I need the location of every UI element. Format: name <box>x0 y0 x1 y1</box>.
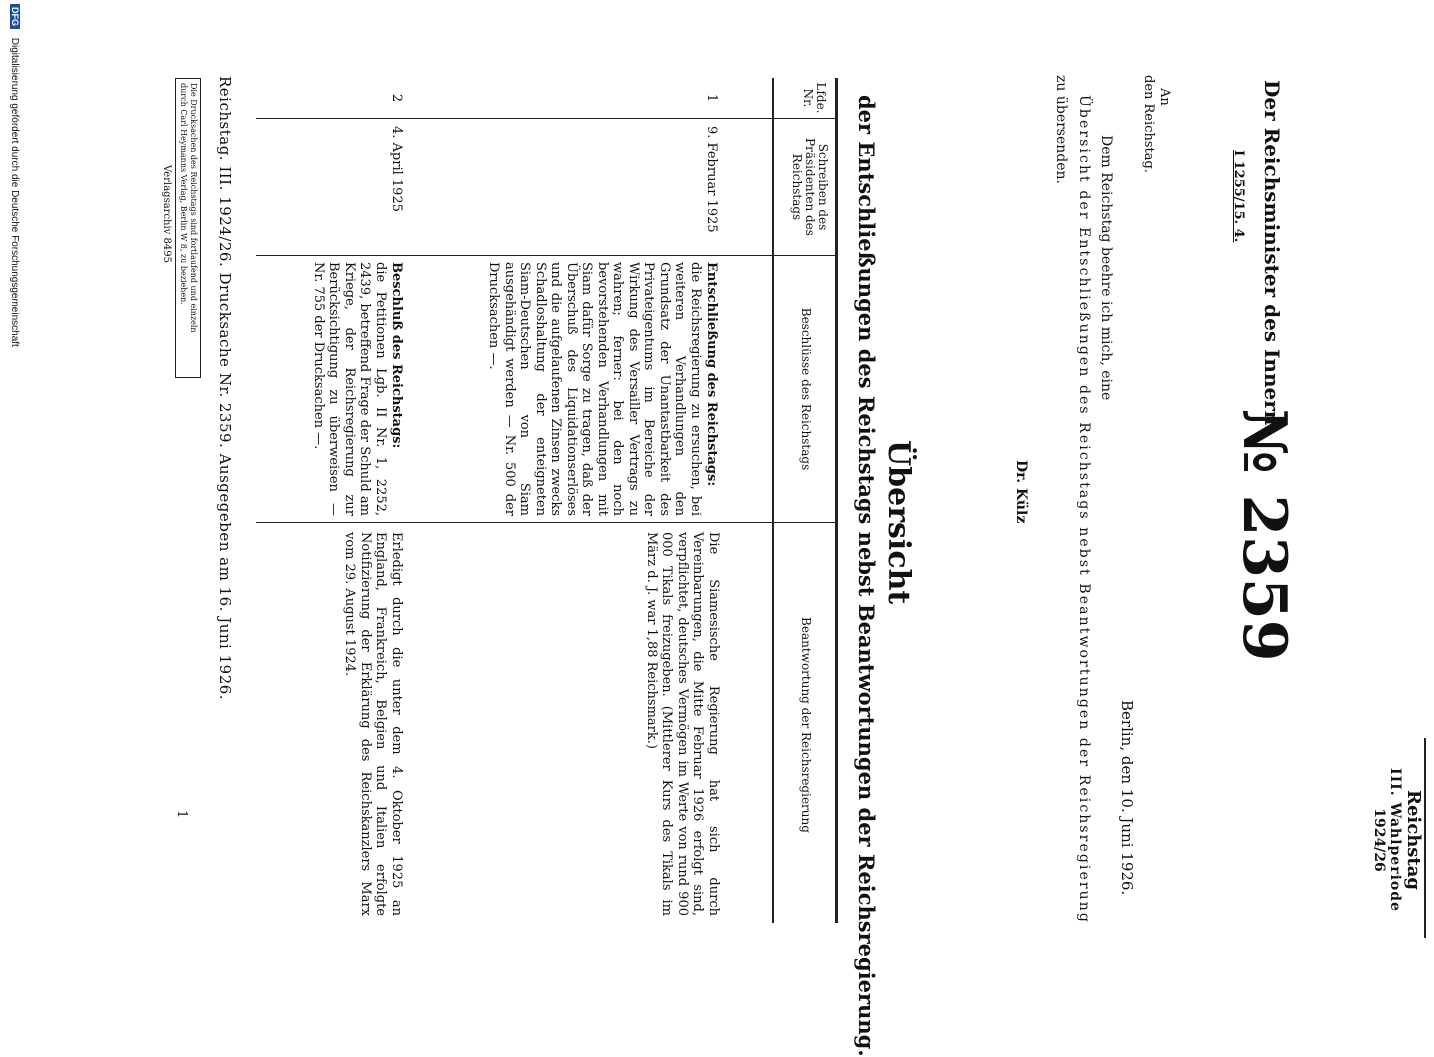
overview-title: Übersicht <box>881 440 916 605</box>
header-nr: Lfde. Nr. <box>801 82 828 114</box>
row2-nr: 2 <box>389 93 404 103</box>
table-header-rule <box>772 78 774 923</box>
row1-beschluss: die Reichsregierung zu ersuchen, bei weiteren Verhandlungen den Grundsatz der Unantastbarkeit des Privateigentums im Bereiche der Wirkung des Versailler Vertrags zu wahren; ferner: bei den noch bevorstehenden Verhandlungen mit Siam dafür Sorge zu tragen, daß der Überschuß des Liquidationserlöses und die aufgelaufenen Zinsen zwecks Schadloshaltung der enteigneten Siam-Deutschen von Siam ausgehändigt werden — Nr. 500 der Drucksachen —. <box>486 262 703 516</box>
signature: Dr. Külz <box>1013 460 1029 524</box>
row1-antwort: Die Siamesische Regierung hat sich durch Vereinbarungen, die Mitte Februar 1926 erfolgt sind, verpflichtet, deutsches Vermögen im Werte von rund 900 000 Tikals freizugeben. (Mittlerer Kurs des Tikals im März d. J. war 1,88 Reichsmark.) <box>644 532 721 916</box>
printed-note-line1: Die Drucksachen des Reichstags sind fortlaufend und einzeln <box>189 83 198 333</box>
printed-note-line2: durch Carl Heymanns Verlag, Berlin W 8, zu beziehen. <box>179 83 188 305</box>
header-beantwortung: Beantwortung der Reichsregierung <box>799 617 813 833</box>
verlagsarchiv: Verlagsarchiv 8495 <box>161 165 172 263</box>
addressee-an: An <box>1157 88 1172 106</box>
page-number: 1 <box>174 810 189 819</box>
col-divider-1 <box>256 118 838 119</box>
addressee: den Reichstag. <box>1141 75 1156 173</box>
place-date: Berlin, den 10. Juni 1926. <box>1118 700 1136 896</box>
reichstag-header <box>1371 745 1424 935</box>
header-beschluesse: Beschlüsse des Reichstags <box>799 307 813 471</box>
document-number: № 2359 <box>1229 408 1299 662</box>
col-divider-2 <box>256 255 838 256</box>
row2-date: 4. April 1925 <box>389 126 404 212</box>
letter-body-line1: Dem Reichstag beehre ich mich, eine <box>1098 135 1114 401</box>
row2-beschluss: die Petitionen Lgb. II Nr. 1, 2252, 2439, betreffend Frage der Schuld am Kriege, der Reichsregierung zur Berücksichtigung zu überweisen — Nr. 755 der Drucksachen —. <box>311 262 388 516</box>
years-label: 1924/26 <box>1371 808 1387 872</box>
row2-beschluss-title: Beschluß des Reichstags: <box>389 262 404 449</box>
reference-number: I 1255/15. 4. <box>1231 150 1246 243</box>
letter-body-line3: zu übersenden. <box>1053 75 1069 184</box>
dfg-text: Digitalisierung gefördert durch die Deutsche Forschungsgemeinschaft <box>9 37 20 347</box>
row1-beschluss-title: Entschließung des Reichstags: <box>704 262 719 487</box>
row1-date: 9. Februar 1925 <box>704 126 719 233</box>
table-top-rule <box>835 78 838 923</box>
col-divider-3 <box>256 522 838 523</box>
citation-line: Reichstag. III. 1924/26. Drucksache Nr. 2359. Ausgegeben am 16. Juni 1926. <box>216 76 234 701</box>
dfg-logo: DFG <box>10 4 20 29</box>
letter-body-line2: Übersicht der Entschließungen des Reichstags nebst Beantwortungen der Reichsregierung <box>1076 95 1092 924</box>
ministry-name: Der Reichsminister des Innern <box>1260 80 1284 426</box>
row2-antwort: Erledigt durch die unter dem 4. Oktober 1925 an England, Frankreich, Belgien und Italien erfolgte Notifizierung der Erklärung des Reichskanzlers Marx vom 29. August 1924. <box>342 532 404 916</box>
header-rule <box>1424 738 1426 938</box>
header-schreiben: Schreiben des Präsidenten des Reichstags <box>790 138 830 236</box>
reichstag-label: Reichstag <box>1403 790 1424 890</box>
overview-subtitle: der Entschließungen des Reichstags nebst Beantwortungen der Reichsregierung. <box>854 95 879 1057</box>
printed-note-box <box>175 78 201 378</box>
wahlperiode-label: III. Wahlperiode <box>1387 768 1403 912</box>
row1-nr: 1 <box>704 93 719 103</box>
dfg-side-note <box>2 0 20 1000</box>
